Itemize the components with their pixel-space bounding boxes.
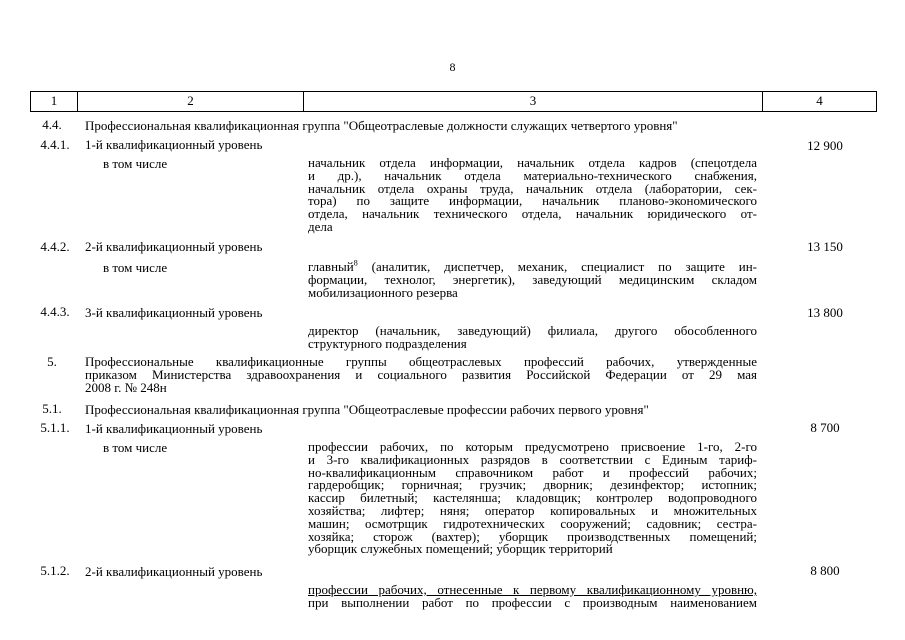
row-number: 4.4.3. xyxy=(40,304,70,319)
level-title: 3-й квалификационный уровень xyxy=(85,305,263,320)
row-number: 5.1. xyxy=(42,401,62,416)
position-description: начальник отдела информации, начальник отдела кадров (спецотдела и др.), начальник отдела материально-технического снабжения, начальник отдела охраны труда, начальник отдела (лаборатории, сек- тора) по защите информации, начальник планово-экономического отдела, начальник технического отдела, начальник юридического от- дела xyxy=(308,155,757,234)
position-description: профессии рабочих, по которым предусмотрено присвоение 1-го, 2-го и 3-го квалификационных разрядов в соответствии с Единым тариф- но-квалификационным справочником работ и профессий рабочих; гардеробщик; горничная; грузчик; дворник; дезинфектор; истопник; кассир билетный; кастелянша; кладовщик; контролер водопроводного хозяйства; лифтер; няня; оператор копировальных и множительных машин; осмотрщик гидротехнических сооружений; садовник; сестра- хозяйка; сторож (вахтер); уборщик производственных помещений; уборщик служебных помещений; уборщик территорий xyxy=(308,439,757,557)
salary-value: 8 800 xyxy=(810,563,840,578)
row-number: 5. xyxy=(47,354,57,369)
position-description: главный$^8$ (аналитик, диспетчер, механик, специалист по защите ин- формации, технолог, энергетик), заведующий медицинским складом мобилизационного резерва xyxy=(308,258,757,300)
position-description: директор (начальник, заведующий) филиала, другого обособленного структурного подразделения xyxy=(308,323,757,351)
salary-value: 13 800 xyxy=(807,305,843,320)
including-label: в том числе xyxy=(103,260,168,275)
including-label: в том числе xyxy=(103,440,168,455)
header-col-3: 3 xyxy=(304,92,763,111)
row-number: 4.4.2. xyxy=(40,239,70,254)
level-title: 2-й квалификационный уровень xyxy=(85,239,263,254)
salary-value: 12 900 xyxy=(807,138,843,153)
including-label: в том числе xyxy=(103,156,168,171)
header-col-1: 1 xyxy=(31,92,78,111)
row-number: 4.4. xyxy=(42,117,62,132)
row-number: 4.4.1. xyxy=(40,137,70,152)
salary-value: 8 700 xyxy=(810,420,840,435)
header-col-2: 2 xyxy=(78,92,304,111)
section-title: Профессиональные квалификационные группы общеотраслевых профессий рабочих, утвержденные приказом Министерства здравоохранения и социального развития Российской Федерации от 29 мая 2008 г. № 248н xyxy=(85,354,757,395)
row-number: 5.1.2. xyxy=(40,563,70,578)
footnote-marker: 8 xyxy=(353,258,358,268)
header-col-4: 4 xyxy=(763,92,877,111)
table-header xyxy=(30,91,877,112)
level-title: 1-й квалификационный уровень xyxy=(85,421,263,436)
page-number: 8 xyxy=(449,60,456,74)
level-title: 1-й квалификационный уровень xyxy=(85,137,263,152)
row-number: 5.1.1. xyxy=(40,420,70,435)
level-title: 2-й квалификационный уровень xyxy=(85,564,263,579)
salary-value: 13 150 xyxy=(807,239,843,254)
group-title: Профессиональная квалификационная группа "Общеотраслевые профессии рабочих первого уровня" xyxy=(85,402,649,417)
group-title: Профессиональная квалификационная группа "Общеотраслевые должности служащих четвертого уровня" xyxy=(85,118,678,133)
position-description: профессии рабочих, отнесенные к первому квалификационному уровню, при выполнении работ по профессии с производным наименованием xyxy=(308,582,757,610)
